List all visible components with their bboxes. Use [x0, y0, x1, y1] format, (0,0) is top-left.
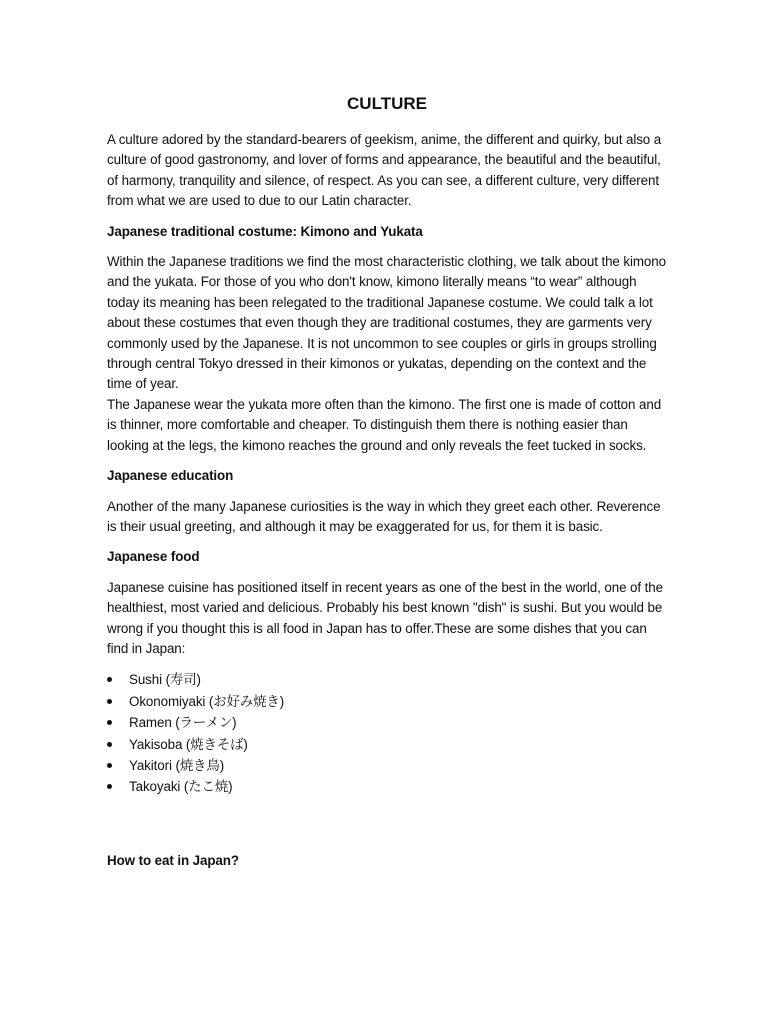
- document-page: [107, 92, 667, 881]
- intro-paragraph: A culture adored by the standard-bearers of geekism, anime, the different and quirky, but also a culture of good gastronomy, and lover of forms and appearance, the beautiful and the beautiful, of harmony, tranquility and silence, of respect. As you can see, a different culture, very different from what we are used to due to our Latin character.: [107, 132, 662, 209]
- section-heading-education: Japanese education: [107, 468, 234, 484]
- food-paragraph: Japanese cuisine has positioned itself in recent years as one of the best in the world, one of the healthiest, most varied and delicious. Probably his best known "dish" is sushi. But you would be wrong if you thought this is all food in Japan has to offer.These are some dishes that you can find in Japan:: [107, 579, 663, 656]
- costume-paragraph-1: Within the Japanese traditions we find the most characteristic clothing, we talk about the kimono and the yukata. For those of you who don't know, kimono literally means “to wear” although today its meaning has been relegated to the traditional Japanese costume. We could talk a lot about these costumes that even though they are traditional costumes, they are garments very commonly used by the Japanese. It is not uncommon to see couples or girls in groups strolling through central Tokyo dressed in their kimonos or yukatas, depending on the context and the time of year.: [107, 254, 666, 392]
- dish-list: [107, 669, 667, 797]
- section-heading-costume: Japanese traditional costume: Kimono and Yukata: [107, 223, 423, 239]
- list-item: Yakisoba (焼きそば): [107, 734, 667, 755]
- page-title: CULTURE: [347, 94, 427, 113]
- section-heading-food: Japanese food: [107, 549, 200, 565]
- list-item: Ramen (ラーメン): [107, 712, 667, 733]
- spacer: [107, 798, 667, 851]
- list-item: Takoyaki (たこ焼): [107, 776, 667, 797]
- list-item: Okonomiyaki (お好み焼き): [107, 691, 667, 712]
- list-item: Sushi (寿司): [107, 669, 667, 690]
- costume-paragraph-2: The Japanese wear the yukata more often than the kimono. The first one is made of cotton and is thinner, more comfortable and cheaper. To distinguish them there is nothing easier than looking at the legs, the kimono reaches the ground and only reveals the feet tucked in socks.: [107, 396, 662, 453]
- list-item: Yakitori (焼き鳥): [107, 755, 667, 776]
- section-heading-eating: How to eat in Japan?: [107, 852, 239, 868]
- education-paragraph: Another of the many Japanese curiosities is the way in which they greet each other. Reverence is their usual greeting, and although it may be exaggerated for us, for them it is basic.: [107, 498, 661, 534]
